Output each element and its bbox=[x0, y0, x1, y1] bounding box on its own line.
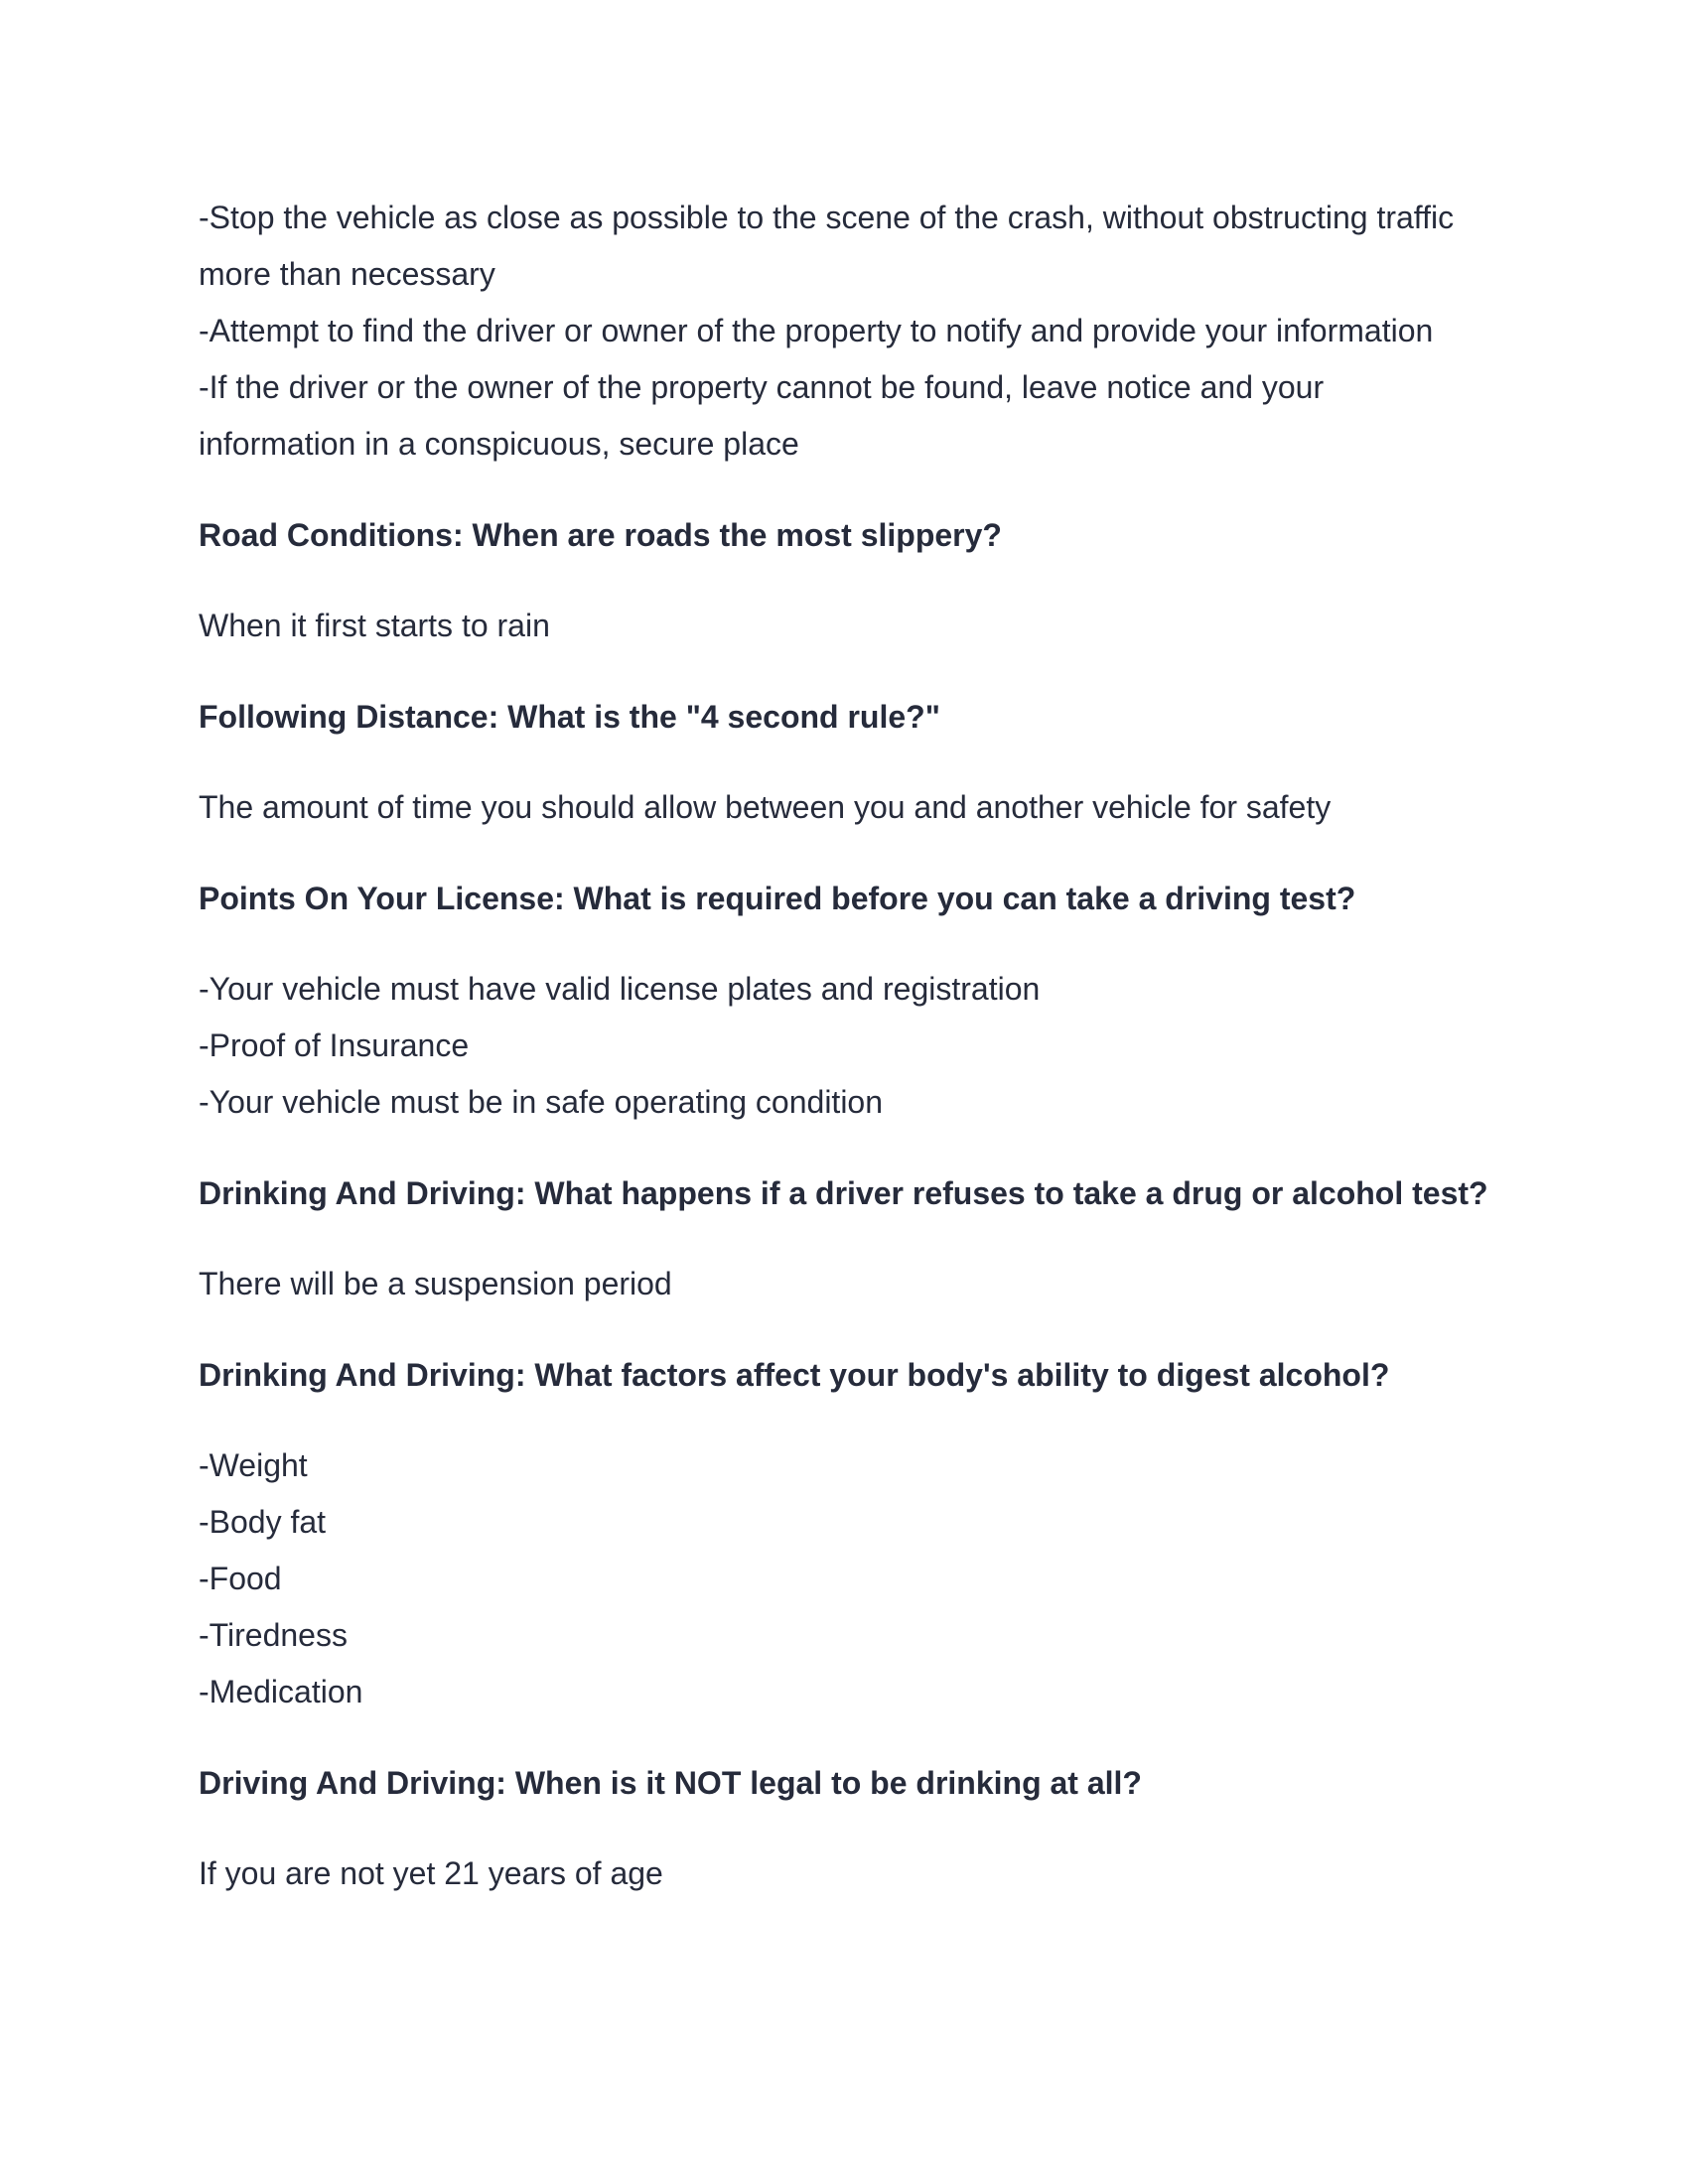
answer-following-distance: The amount of time you should allow between you and another vehicle for safety bbox=[199, 789, 1332, 825]
list-item: -Medication bbox=[199, 1674, 363, 1709]
question-heading-not-legal-drinking: Driving And Driving: When is it NOT legal to be drinking at all? bbox=[199, 1764, 1142, 1801]
answer-road-conditions: When it first starts to rain bbox=[199, 608, 550, 643]
question-heading-points-on-license: Points On Your License: What is required before you can take a driving test? bbox=[199, 880, 1356, 916]
list-item: -Body fat bbox=[199, 1504, 327, 1540]
list-item: -Tiredness bbox=[199, 1617, 348, 1653]
list-item: -Food bbox=[199, 1561, 282, 1596]
list-item: -Your vehicle must have valid license plates and registration bbox=[199, 971, 1041, 1007]
list-item: -If the driver or the owner of the property cannot be found, leave notice and your information in a conspicuous, secure place bbox=[199, 369, 1325, 462]
question-heading-following-distance: Following Distance: What is the "4 second rule?" bbox=[199, 698, 940, 735]
question-heading-refuse-test: Drinking And Driving: What happens if a driver refuses to take a drug or alcohol test? bbox=[199, 1174, 1488, 1211]
list-item: -Your vehicle must be in safe operating condition bbox=[199, 1084, 884, 1120]
alcohol-factors-list bbox=[199, 1437, 1489, 1720]
answer-refuse-test: There will be a suspension period bbox=[199, 1266, 672, 1301]
crash-procedure-list bbox=[199, 190, 1489, 473]
question-heading-alcohol-factors: Drinking And Driving: What factors affect your body's ability to digest alcohol? bbox=[199, 1356, 1390, 1393]
question-heading-road-conditions: Road Conditions: When are roads the most slippery? bbox=[199, 516, 1002, 553]
list-item: -Proof of Insurance bbox=[199, 1027, 470, 1063]
answer-not-legal-drinking: If you are not yet 21 years of age bbox=[199, 1855, 663, 1891]
list-item: -Stop the vehicle as close as possible to the scene of the crash, without obstructing traffic more than necessary bbox=[199, 200, 1455, 292]
list-item: -Attempt to find the driver or owner of the property to notify and provide your information bbox=[199, 313, 1434, 348]
driving-test-requirements-list bbox=[199, 961, 1489, 1131]
document-page bbox=[199, 190, 1489, 1937]
list-item: -Weight bbox=[199, 1447, 308, 1483]
